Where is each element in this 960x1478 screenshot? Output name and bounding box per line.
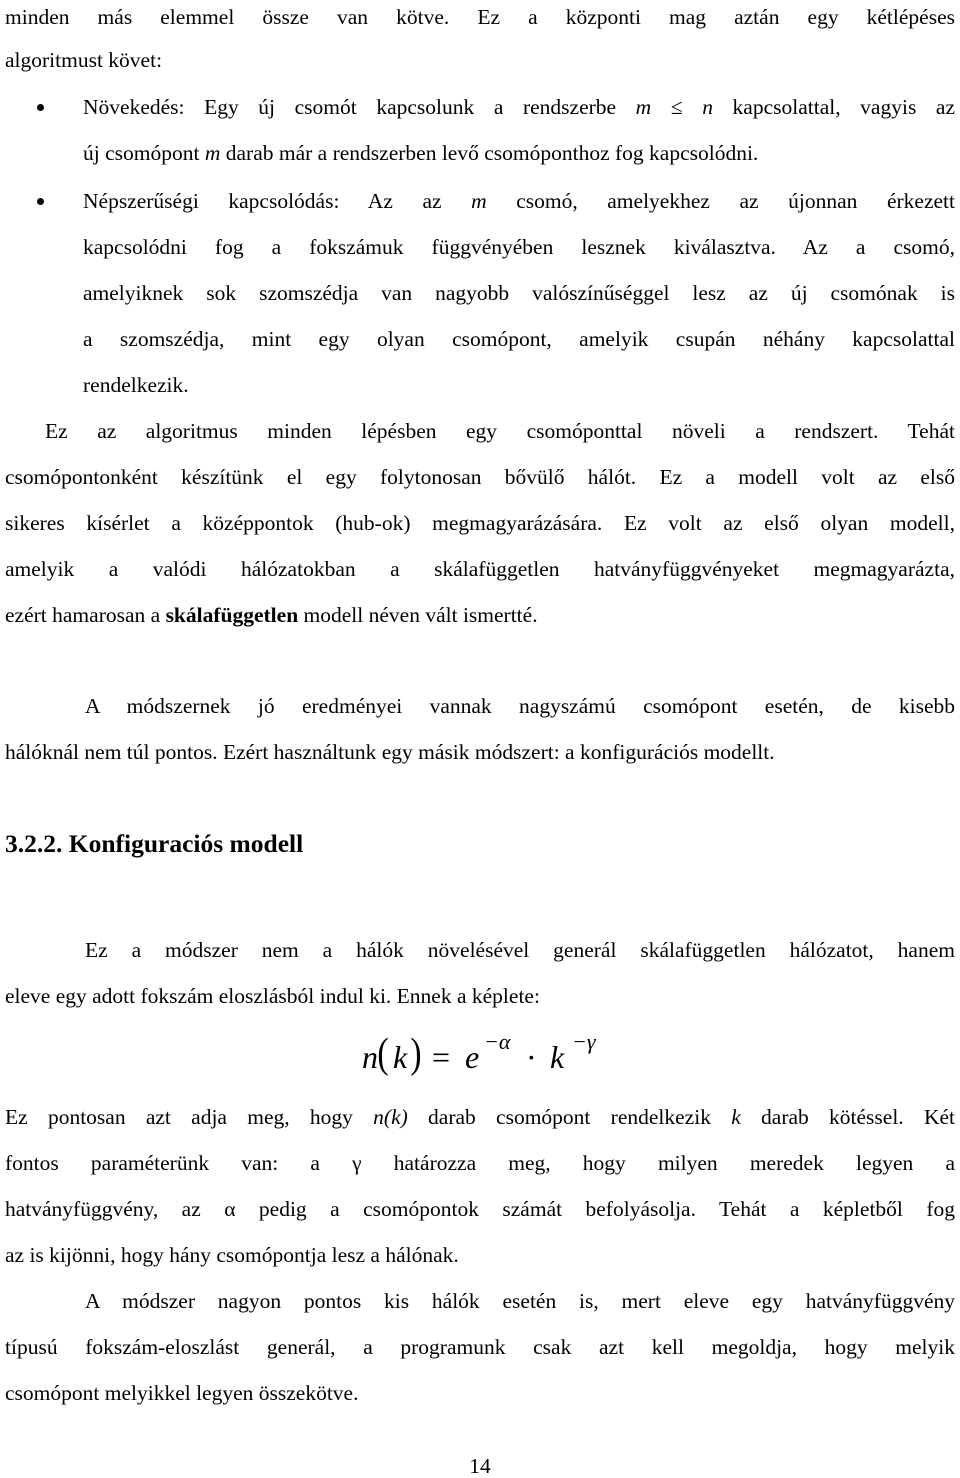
italic-text: m [204, 141, 221, 165]
text-line: minden más elemmel össze van kötve. Ez a központi mag aztán egy kétlépéses [5, 5, 955, 29]
formula-k: k [550, 1039, 565, 1075]
list-item-line: amelyiknek sok szomszédja van nagyobb valószínűséggel lesz az új csomónak is [83, 281, 955, 305]
bold-text: skálafüggetlen [165, 603, 299, 627]
paragraph-line: eleve egy adott fokszám eloszlásból indul ki. Ennek a képlete: [5, 984, 540, 1008]
formula-exponent-alpha: −α [484, 1029, 511, 1054]
formula-e: e [465, 1039, 480, 1075]
paragraph-line: fontos paraméterünk van: a γ határozza meg, hogy milyen meredek legyen a [5, 1151, 955, 1175]
list-item-line: Növekedés: Egy új csomót kapcsolunk a rendszerbe m ≤ n kapcsolattal, vagyis az [83, 95, 955, 119]
bullet-icon [37, 104, 44, 111]
formula-k: k [393, 1039, 408, 1075]
italic-text: m [635, 95, 652, 119]
list-item-line: kapcsolódni fog a fokszámuk függvényében lesznek kiválasztva. Az a csomó, [83, 235, 955, 259]
paragraph-line: csomópont melyikkel legyen összekötve. [5, 1381, 359, 1405]
paragraph-line: csomópontonként készítünk el egy folytonosan bővülő hálót. Ez a modell volt az első [5, 465, 955, 489]
bullet-icon [37, 198, 44, 205]
paragraph-line: amelyik a valódi hálózatokban a skálafüggetlen hatványfüggvényeket megmagyarázta, [5, 557, 955, 581]
formula-equals: = [432, 1039, 451, 1075]
list-item-line: új csomópont m darab már a rendszerben levő csomóponthoz fog kapcsolódni. [83, 141, 759, 165]
list-item-line: Népszerűségi kapcsolódás: Az az m csomó, amelyekhez az újonnan érkezett [83, 189, 955, 213]
page-number: 14 [469, 1454, 491, 1478]
section-heading: 3.2.2. Konfiguraciós modell [5, 829, 304, 858]
paragraph-line: az is kijönni, hogy hány csomópontja lesz a hálónak. [5, 1243, 459, 1267]
text-line: algoritmust követ: [5, 48, 163, 72]
paragraph-line: Ez a módszer nem a hálók növelésével generál skálafüggetlen hálózatot, hanem [85, 938, 955, 962]
paragraph-line: hatványfüggvény, az α pedig a csomópontok számát befolyásolja. Tehát a képletből fog [5, 1197, 955, 1221]
paragraph-line: ezért hamarosan a skálafüggetlen modell néven vált ismertté. [5, 603, 538, 627]
italic-text: m [471, 189, 487, 213]
paragraph-line: A módszer nagyon pontos kis hálók esetén is, mert eleve egy hatványfüggvény [85, 1289, 955, 1313]
paragraph-line: A módszernek jó eredményei vannak nagyszámú csomópont esetén, de kisebb [85, 694, 955, 718]
paragraph-line: Ez az algoritmus minden lépésben egy csomóponttal növeli a rendszert. Tehát [45, 419, 955, 443]
formula-left-paren: ( [377, 1031, 389, 1077]
list-item-line: rendelkezik. [83, 373, 189, 397]
formula-exponent-gamma: −γ [572, 1029, 596, 1054]
formula-dot: · [526, 1039, 537, 1075]
degree-distribution-formula [362, 1031, 612, 1081]
italic-text: n(k) [373, 1105, 408, 1129]
paragraph-line: típusú fokszám-eloszlást generál, a programunk csak azt kell megoldja, hogy melyik [5, 1335, 955, 1359]
paragraph-line: hálóknál nem túl pontos. Ezért használtunk egy másik módszert: a konfigurációs modellt. [5, 740, 775, 764]
italic-text: k [731, 1105, 741, 1129]
paragraph-line: sikeres kísérlet a középpontok (hub-ok) megmagyarázására. Ez volt az első olyan modell, [5, 511, 955, 535]
list-item-line: a szomszédja, mint egy olyan csomópont, amelyik csupán néhány kapcsolattal [83, 327, 955, 351]
paragraph-line: Ez pontosan azt adja meg, hogy n(k) darab csomópont rendelkezik k darab kötéssel. Két [5, 1105, 955, 1129]
formula-n: n [362, 1039, 378, 1075]
italic-text: n [702, 95, 713, 119]
formula-right-paren: ) [410, 1031, 422, 1077]
